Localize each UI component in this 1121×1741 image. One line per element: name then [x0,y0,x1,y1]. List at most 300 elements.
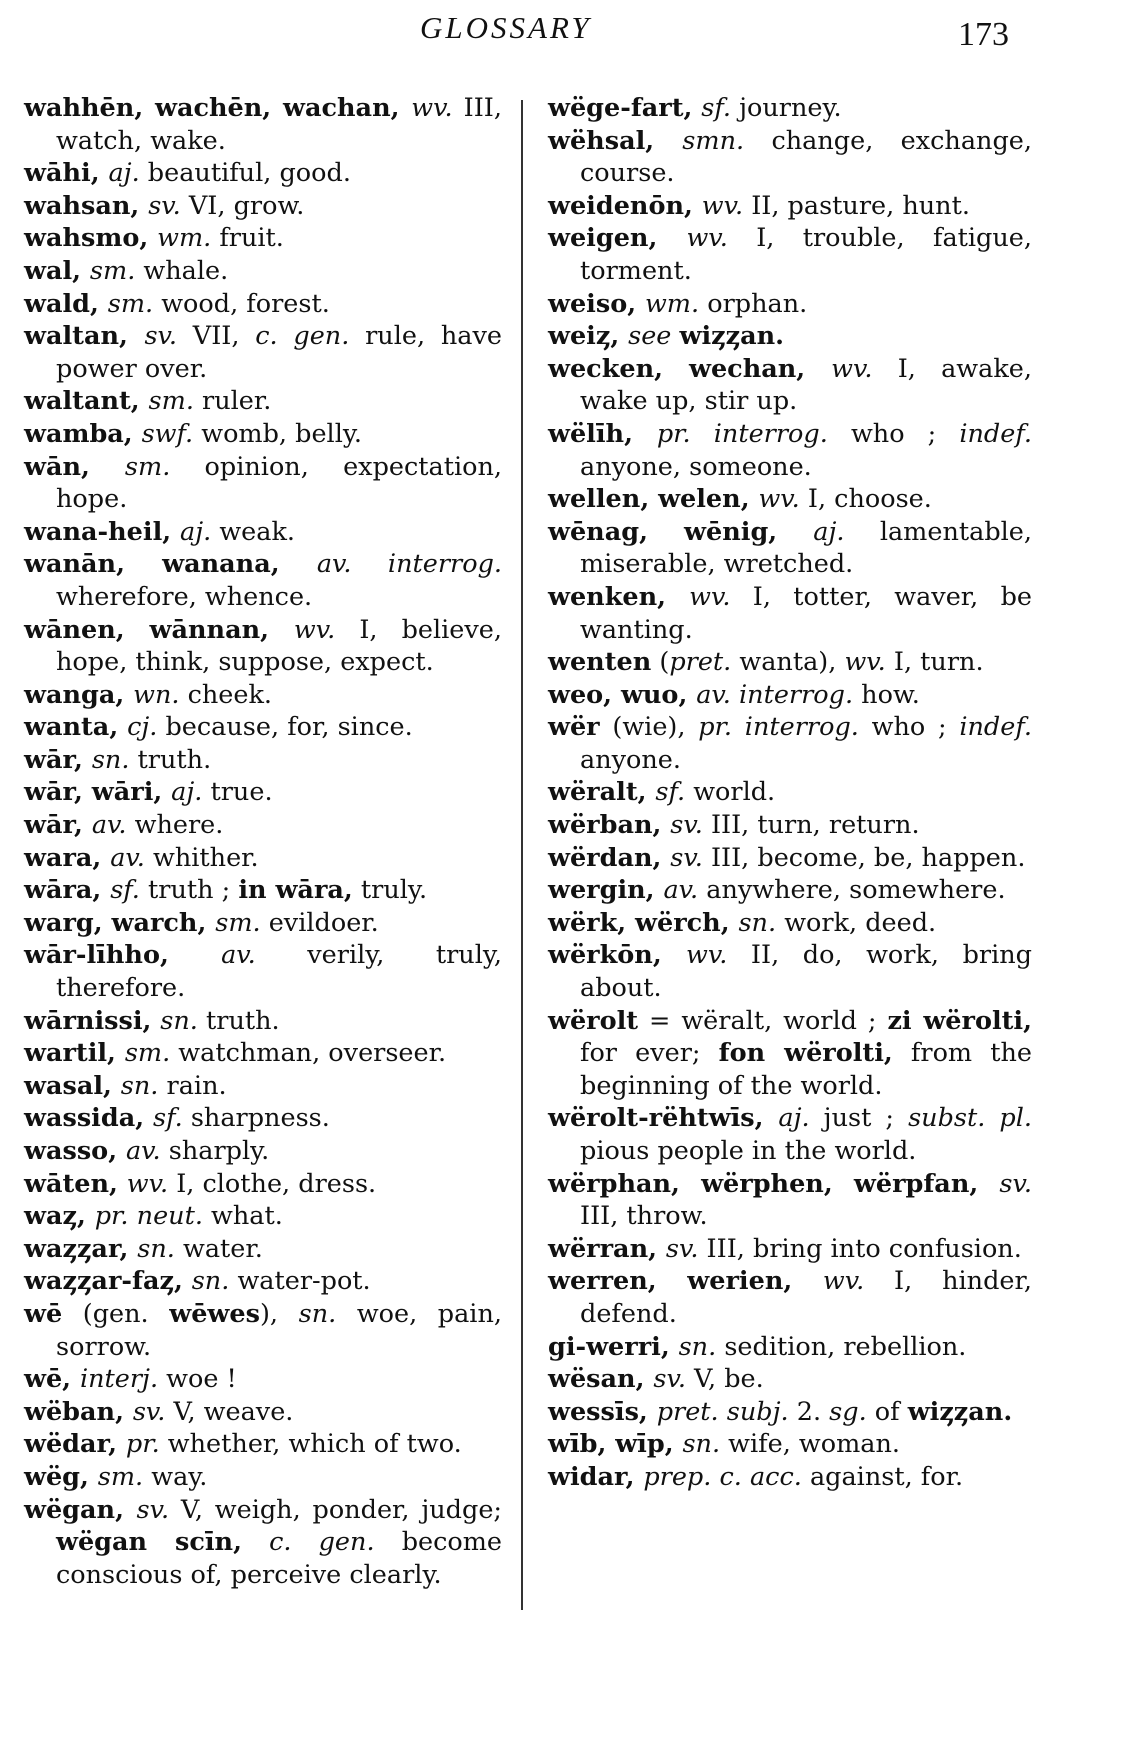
definition-text: woe ! [158,1364,237,1395]
headword: wessīs, [548,1396,657,1427]
definition-text: way. [143,1461,208,1492]
headword: wasal, [24,1070,121,1101]
glossary-entry [548,1363,1032,1396]
glossary-entry [548,483,1032,516]
headword: wanān, wanana, [24,549,317,580]
glossary-entry [24,711,502,744]
grammar-label: sn. [298,1298,337,1329]
definition-text: sharply. [160,1136,270,1166]
definition-text: truth. [197,1005,280,1036]
glossary-entry [548,1396,1032,1429]
grammar-label: sn. [738,907,777,938]
grammar-label: c. gen. [269,1527,375,1558]
grammar-label: pr. interrog. [698,712,859,743]
glossary-entry [548,190,1032,223]
grammar-label: wv. [686,223,728,254]
grammar-label: wv. [293,614,336,645]
headword: wëban, [24,1396,133,1427]
headword: widar, [548,1461,644,1492]
glossary-entry [548,353,1032,418]
definition-text: water-pot. [229,1266,371,1297]
glossary-entry [24,874,502,907]
definition-text: womb, belly. [193,418,362,449]
glossary-entry [24,842,502,875]
grammar-label: wv. [686,940,728,971]
headword: wārnissi, [24,1005,161,1036]
grammar-label: av. [110,842,145,873]
headword: wara, [24,842,111,873]
glossary-entry [24,157,502,190]
glossary-entry [24,939,502,1004]
definition-text: I, clothe, dress. [168,1168,377,1199]
glossary-entry [24,1494,502,1592]
definition-text: anyone, someone. [580,451,812,482]
headword: wahhēn, wachēn, wachan, [24,93,412,123]
glossary-entry [24,907,502,940]
glossary-entry [548,679,1032,712]
grammar-label: sv. [670,810,703,841]
grammar-label: sm. [215,907,261,938]
definition-text: I, hinder, defend. [580,1266,1032,1329]
grammar-label: wv. [701,190,744,221]
grammar-label: sg. [829,1396,867,1427]
definition-text: for ever; [580,1038,719,1069]
glossary-entry [548,776,1032,809]
glossary-entry [24,1102,502,1135]
definition-text: beautiful, good. [139,158,351,189]
definition-text [242,1527,269,1557]
grammar-label: sm. [124,451,171,482]
headword: wërkōn, [548,940,687,971]
glossary-entry [548,516,1032,581]
definition-text: world. [685,777,776,808]
glossary-entry [548,1461,1032,1494]
headword: wē, [24,1364,80,1395]
glossary-entry [548,939,1032,1004]
definition-text: lamentable, miserable, wretched. [580,516,1032,580]
grammar-label: pr. [125,1429,160,1460]
definition-text: III, become, be, happen. [702,842,1026,873]
headword: wiȥȥan. [907,1396,1013,1427]
definition-text: weak. [211,516,296,547]
headword: wēwes [169,1298,260,1329]
headword: waltant, [24,386,149,417]
grammar-label: interj. [79,1364,159,1395]
headword: wësan, [548,1364,654,1395]
glossary-entry [24,1233,502,1266]
page-number: 173 [958,16,1009,53]
headword: wamba, [24,418,142,449]
definition-text [671,321,679,351]
glossary-entry [548,907,1032,940]
headword: in wāra, [238,875,353,906]
grammar-label: indef. [959,712,1032,743]
glossary-entry [24,1037,502,1070]
definition-text: truth ; [139,875,239,906]
grammar-label: prep. c. acc. [643,1461,802,1492]
grammar-label: aj. [171,777,203,808]
glossary-entry [24,190,502,223]
grammar-label: sm. [148,386,194,417]
headword: warg, warch, [24,907,216,938]
glossary-entry [548,581,1032,646]
definition-text: anywhere, somewhere. [698,875,1006,906]
grammar-label: wv. [758,484,800,515]
headword: wāra, [24,875,111,906]
headword: wërolt [548,1005,639,1036]
headword: weiso, [548,288,645,319]
definition-text: evildoer. [260,907,379,938]
grammar-label: sf. [655,777,686,808]
grammar-label: cj. [127,712,158,743]
grammar-label: sm. [97,1461,144,1492]
grammar-label: pr. neut. [94,1201,203,1232]
headword: wëdar, [24,1429,126,1460]
glossary-entry [24,1005,502,1038]
headword: wërban, [548,810,671,841]
headword: zi wërolti, [887,1005,1032,1036]
headword: waȥȥar, [24,1233,138,1264]
headword: weigen, [548,223,687,254]
headword: wār, [24,744,92,775]
headword: wāhi, [24,158,109,189]
glossary-entry [548,1005,1032,1103]
definition-text: wood, forest. [153,288,330,319]
grammar-label: aj. [778,1103,810,1134]
definition-text: how. [853,679,920,710]
glossary-entry [24,614,502,679]
grammar-label: wv. [831,353,873,384]
definition-text: opinion, expectation, hope. [56,451,502,515]
definition-text: rule, have power over. [56,321,502,384]
glossary-entry [24,1135,502,1168]
glossary-entry [548,646,1032,679]
glossary-entry [548,92,1032,125]
grammar-label: sv. [144,321,178,352]
glossary-entry [24,1461,502,1494]
definition-text: who ; [858,712,960,743]
grammar-label: wm. [157,223,212,254]
headword: wald, [24,288,108,319]
glossary-entry [24,1200,502,1233]
grammar-label: sm. [89,255,136,286]
headword: wanta, [24,712,128,743]
glossary-entry [548,1428,1032,1461]
definition-text: V, weave. [165,1396,294,1427]
headword: wār, wāri, [24,777,172,808]
headword: gi-werri, [548,1331,679,1362]
definition-text: sedition, rebellion. [716,1331,967,1362]
headword: wal, [24,255,90,286]
definition-text: work, deed. [776,907,937,938]
definition-text: V, weigh, ponder, judge; [169,1494,502,1525]
headword: wecken, wechan, [548,353,832,384]
definition-text: III, turn, return. [702,810,920,841]
definition-text: verily, truly, therefore. [56,940,502,1004]
grammar-label: sn. [678,1331,717,1362]
glossary-entry [24,1298,502,1363]
headword: weidenōn, [548,190,702,221]
definition-text: III, watch, wake. [56,93,502,156]
headword: wëg, [24,1461,98,1492]
grammar-label: smn. [682,125,745,156]
grammar-label: wn. [133,679,180,710]
glossary-entry [24,255,502,288]
grammar-label: wv. [689,581,731,612]
definition-text: rain. [158,1070,227,1101]
headword: wër [548,712,600,743]
right-column [548,92,1032,1494]
grammar-label: wm. [644,288,700,319]
headword: wëge-fart, [548,93,702,123]
grammar-label: pret. subj. [656,1396,789,1427]
grammar-label: av. interrog. [316,549,502,580]
glossary-entry [24,679,502,712]
glossary-entry [548,288,1032,321]
grammar-label: sv. [653,1364,686,1395]
headword: wërk, wërch, [548,907,739,938]
grammar-label: sm. [107,288,154,319]
headword: wahsmo, [24,223,158,254]
definition-text: what. [202,1201,283,1232]
glossary-entry [24,1396,502,1429]
definition-text: against, for. [801,1461,964,1492]
glossary-entry [548,1233,1032,1266]
definition-text: I, trouble, fatigue, torment. [580,223,1032,286]
definition-text: VI, grow. [180,190,305,221]
grammar-label: sn. [91,744,130,775]
glossary-entry [24,776,502,809]
definition-text: pious people in the world. [580,1136,917,1166]
grammar-label: sv. [148,190,181,221]
headword: wiȥȥan. [679,321,785,352]
glossary-entry [24,1070,502,1103]
definition-text: I, choose. [799,484,932,515]
headword: wërdan, [548,842,671,873]
definition-text: watchman, overseer. [170,1038,447,1069]
glossary-entry [548,1102,1032,1167]
definition-text: III, bring into confusion. [698,1233,1022,1264]
grammar-label: aj. [180,516,212,547]
glossary-entry [548,125,1032,190]
definition-text: fruit. [211,223,284,254]
headword: wëralt, [548,777,656,808]
definition-text: water. [174,1233,263,1264]
definition-text: change, exchange, course. [580,125,1032,189]
definition-text: II, do, work, bring about. [580,940,1032,1004]
definition-text: where. [126,810,224,841]
glossary-entry [24,451,502,516]
grammar-label: pr. interrog. [656,418,828,449]
grammar-label: sv. [132,1396,166,1427]
definition-text: I, believe, hope, think, suppose, expect. [56,614,503,678]
glossary-entry [24,418,502,451]
grammar-label: sn. [137,1233,175,1264]
grammar-label: sn. [191,1266,230,1297]
grammar-label: av. [125,1136,161,1166]
definition-text: anyone. [580,744,682,775]
glossary-entry [24,1168,502,1201]
definition-text: true. [202,777,273,808]
headword: wenken, [548,581,690,612]
glossary-entry [548,320,1032,353]
glossary-entry [548,222,1032,287]
glossary-entry [24,222,502,255]
headword: waltan, [24,321,145,352]
headword: wëlīh, [548,418,657,449]
glossary-entry [24,320,502,385]
definition-text: wanta), [731,647,845,678]
grammar-label: sv. [999,1168,1032,1199]
definition-text: II, pasture, hunt. [743,190,970,221]
definition-text: (wie), [599,712,699,743]
definition-text: = wëralt, world ; [638,1005,888,1036]
definition-text: VII, [177,321,256,352]
grammar-label: aj. [108,158,140,189]
headword: wānen, wānnan, [24,614,294,645]
definition-text: (gen. [62,1298,170,1329]
glossary-entry [548,842,1032,875]
grammar-label: see [628,321,672,352]
glossary-entry [548,1265,1032,1330]
headword: wān, [24,451,125,482]
headword: wergin, [548,875,664,906]
grammar-label: sm. [124,1038,171,1069]
headword: wassida, [24,1103,153,1134]
glossary-entry [24,92,502,157]
definition-text: wherefore, whence. [56,581,313,612]
headword: fon wërolti, [718,1038,893,1069]
definition-text: ruler. [193,386,272,417]
headword: wāten, [24,1168,127,1199]
glossary-entry [548,1168,1032,1233]
headword: wē [24,1298,63,1329]
headword: wār, [24,810,92,841]
glossary-entry [24,1363,502,1396]
running-head: GLOSSARY [420,10,592,45]
definition-text: ( [651,647,670,678]
grammar-label: wv. [411,93,453,123]
definition-text: III, throw. [580,1201,708,1232]
definition-text: cheek. [179,679,273,710]
grammar-label: c. gen. [255,321,350,352]
glossary-entry [24,516,502,549]
grammar-label: sv. [136,1494,170,1525]
grammar-label: swf. [141,418,194,449]
grammar-label: subst. pl. [908,1103,1032,1134]
definition-text: orphan. [699,288,808,319]
definition-text: woe, pain, sorrow. [56,1298,502,1362]
glossary-entry [548,1331,1032,1364]
definition-text: truly. [352,875,428,906]
left-column [24,92,502,1591]
definition-text: I, awake, wake up, stir up. [580,353,1032,417]
grammar-label: sf. [110,875,140,906]
definition-text: whale. [135,255,229,286]
definition-text: truth. [129,744,212,775]
definition-text: V, be. [685,1364,764,1395]
definition-text: journey. [731,93,842,123]
glossary-entry [548,418,1032,483]
headword: wëgan, [24,1494,137,1525]
glossary-entry [24,548,502,613]
definition-text: become conscious of, perceive clearly. [56,1527,503,1590]
headword: wana-heil, [24,516,181,547]
glossary-entry [24,1428,502,1461]
definition-text: because, for, since. [157,712,413,743]
definition-text: whether, which of two. [159,1429,462,1460]
grammar-label: indef. [959,418,1032,449]
headword: wanga, [24,679,134,710]
grammar-label: av. [221,940,256,971]
headword: wëgan scīn, [56,1527,242,1558]
headword: wërphan, wërphen, wërpfan, [548,1168,1000,1199]
definition-text: sharpness. [182,1103,330,1134]
grammar-label: aj. [813,516,845,547]
headword: wenten [548,647,652,678]
headword: werren, werien, [548,1266,823,1297]
definition-text: of [866,1396,908,1427]
glossary-entry [24,809,502,842]
grammar-label: av. [663,875,699,906]
glossary-entry [548,809,1032,842]
glossary-entry [24,288,502,321]
grammar-label: sf. [701,93,732,123]
headword: wëhsal, [548,125,683,156]
headword: wërran, [548,1233,666,1264]
headword: waȥȥar-faȥ, [24,1266,192,1297]
grammar-label: av. [91,810,127,841]
headword: wasso, [24,1136,126,1166]
grammar-label: av. interrog. [696,679,854,710]
grammar-label: sv. [670,842,703,873]
grammar-label: pret. [669,647,732,678]
headword: wartil, [24,1038,125,1069]
headword: wēnag, wēnig, [548,516,814,547]
definition-text: who ; [827,418,960,449]
grammar-label: sn. [160,1005,198,1036]
definition-text: just ; [809,1103,909,1134]
headword: waȥ, [24,1201,95,1232]
definition-text: I, totter, waver, be wanting. [580,581,1033,645]
headword: weo, wuo, [548,679,697,710]
definition-text: 2. [788,1396,830,1427]
grammar-label: wv. [822,1266,865,1297]
headword: weiȥ, [548,321,629,352]
glossary-entry [24,385,502,418]
definition-text: whither. [144,842,259,873]
glossary-entry [548,711,1032,776]
grammar-label: wv. [844,647,886,678]
headword: wërolt-rëhtwīs, [548,1103,779,1134]
glossary-entry [24,744,502,777]
glossary-entry [548,874,1032,907]
grammar-label: sv. [665,1233,699,1264]
definition-text: ), [259,1298,299,1329]
definition-text: wife, woman. [720,1429,900,1460]
headword: wār-līhho, [24,940,222,971]
definition-text: I, turn. [885,647,984,678]
headword: wellen, welen, [548,484,759,515]
grammar-label: sn. [682,1429,721,1460]
column-divider [521,100,523,1610]
definition-text: from the beginning of the world. [580,1038,1033,1101]
grammar-label: sn. [120,1070,159,1101]
grammar-label: sf. [152,1103,183,1134]
headword: wīb, wīp, [548,1429,683,1460]
glossary-entry [24,1265,502,1298]
headword: wahsan, [24,190,149,221]
